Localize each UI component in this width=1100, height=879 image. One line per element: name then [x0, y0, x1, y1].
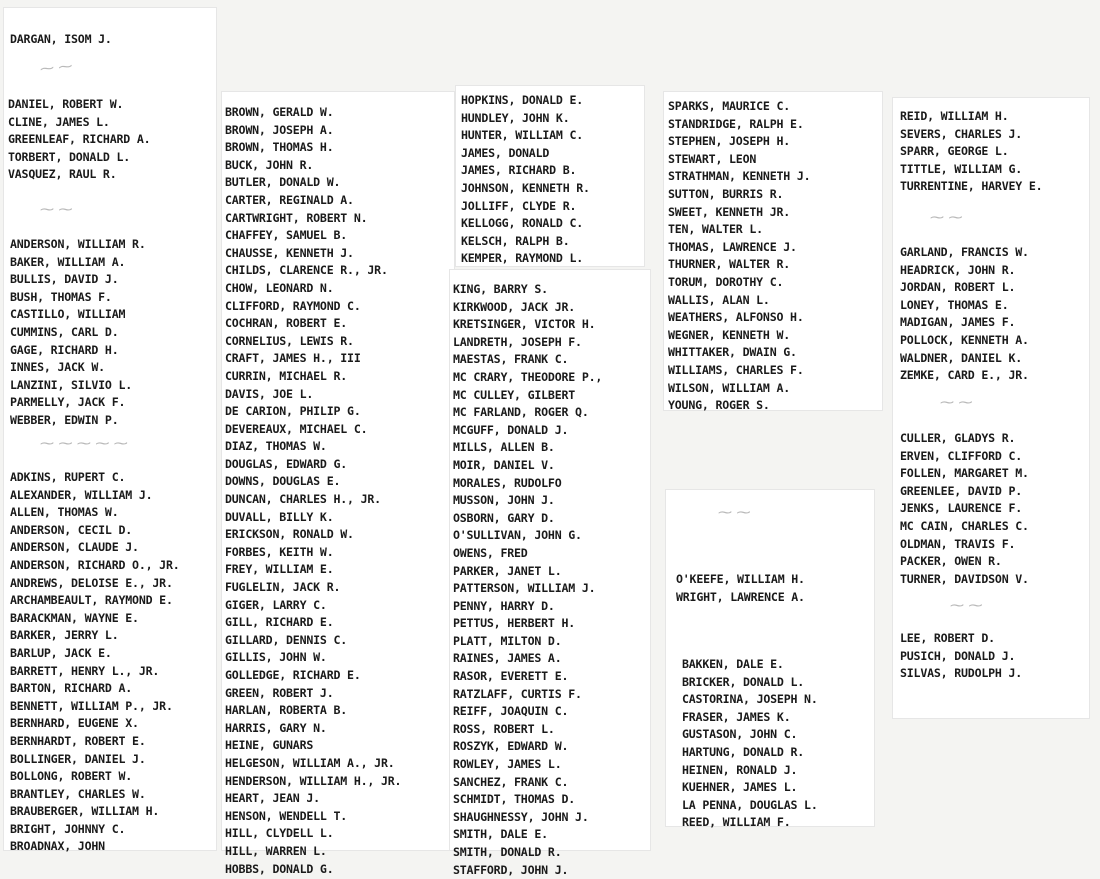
roster-name: CLINE, JAMES L.: [8, 114, 110, 129]
roster-name: PENNY, HARRY D.: [453, 598, 555, 613]
pencil-mark: ⁓ ⁓: [940, 395, 973, 411]
roster-name: BERNHARDT, ROBERT E.: [10, 733, 146, 748]
roster-name: YOUNG, ROGER S.: [668, 398, 770, 413]
roster-name: FORBES, KEITH W.: [225, 544, 334, 559]
roster-name: STRATHMAN, KENNETH J.: [668, 169, 811, 184]
roster-name: REID, WILLIAM H.: [900, 109, 1009, 123]
roster-name: HILL, WARREN L.: [225, 843, 327, 858]
roster-name: MOIR, DANIEL V.: [453, 457, 555, 472]
roster-name: BARLUP, JACK E.: [10, 645, 112, 660]
roster-name: BRIGHT, JOHNNY C.: [10, 821, 126, 836]
roster-name: CHAFFEY, SAMUEL B.: [225, 228, 348, 243]
roster-name: GAGE, RICHARD H.: [10, 342, 119, 357]
roster-name: BROWN, GERALD W.: [225, 105, 334, 119]
roster-name: HILL, CLYDELL L.: [225, 826, 334, 841]
roster-name: ALLEN, THOMAS W.: [10, 505, 119, 520]
roster-name: BROADNAX, JOHN: [10, 839, 105, 854]
roster-name: MC CULLEY, GILBERT: [453, 387, 576, 402]
roster-name: STAFFORD, JOHN J.: [453, 862, 569, 877]
roster-name: CHOW, LEONARD N.: [225, 280, 334, 295]
roster-name: MC CAIN, CHARLES C.: [900, 518, 1029, 533]
roster-name: REED, WILLIAM F.: [682, 815, 791, 830]
roster-name: CASTILLO, WILLIAM: [10, 307, 126, 322]
roster-name: RASOR, EVERETT E.: [453, 669, 569, 684]
roster-name: SEVERS, CHARLES J.: [900, 126, 1023, 141]
roster-name: BARTON, RICHARD A.: [10, 681, 133, 696]
roster-name: TURNER, DAVIDSON V.: [900, 571, 1029, 586]
roster-name: SPARR, GEORGE L.: [900, 144, 1009, 159]
roster-name: THURNER, WALTER R.: [668, 257, 791, 272]
pencil-mark: ⁓ ⁓: [718, 505, 751, 521]
roster-name: BENNETT, WILLIAM P., JR.: [10, 698, 173, 713]
roster-name: PETTUS, HERBERT H.: [453, 616, 576, 631]
roster-name: FRASER, JAMES K.: [682, 709, 791, 724]
column-4: [668, 274, 804, 415]
roster-name: HARLAN, ROBERTA B.: [225, 703, 348, 718]
roster-name: ANDERSON, WILLIAM R.: [10, 237, 146, 251]
roster-name: BULLIS, DAVID J.: [10, 272, 119, 287]
roster-name: LONEY, THOMAS E.: [900, 297, 1009, 312]
roster-name: ADKINS, RUPERT C.: [10, 470, 126, 484]
roster-name: DE CARION, PHILIP G.: [225, 404, 361, 419]
roster-name: BRICKER, DONALD L.: [682, 674, 805, 689]
roster-name: HENSON, WENDELL T.: [225, 808, 348, 823]
roster-name: BARRETT, HENRY L., JR.: [10, 663, 160, 678]
roster-name: KEMPER, RAYMOND L.: [461, 251, 584, 266]
roster-name: MCGUFF, DONALD J.: [453, 422, 569, 437]
roster-name: TEN, WALTER L.: [668, 222, 763, 237]
roster-name: HOBBS, DONALD G.: [225, 861, 334, 876]
roster-name: GIGER, LARRY C.: [225, 597, 327, 612]
roster-name: ANDERSON, RICHARD O., JR.: [10, 557, 180, 572]
roster-name: JORDAN, ROBERT L.: [900, 280, 1016, 295]
column-4: [668, 98, 810, 274]
roster-name: SWEET, KENNETH JR.: [668, 204, 791, 219]
roster-name: WALDNER, DANIEL K.: [900, 350, 1023, 365]
roster-name: KRETSINGER, VICTOR H.: [453, 317, 596, 332]
roster-name: STANDRIDGE, RALPH E.: [668, 116, 804, 131]
roster-name: WALLIS, ALAN L.: [668, 292, 770, 307]
roster-name: WHITTAKER, DWAIN G.: [668, 345, 797, 360]
roster-name: OSBORN, GARY D.: [453, 510, 555, 525]
roster-name: BARACKMAN, WAYNE E.: [10, 610, 139, 625]
roster-name: CASTORINA, JOSEPH N.: [682, 692, 818, 707]
roster-name: DAVIS, JOE L.: [225, 386, 314, 401]
roster-name: TURRENTINE, HARVEY E.: [900, 179, 1043, 194]
roster-name: GILLARD, DENNIS C.: [225, 632, 348, 647]
roster-name: CLIFFORD, RAYMOND C.: [225, 298, 361, 313]
roster-name: HARTUNG, DONALD R.: [682, 744, 805, 759]
roster-name: STEWART, LEON: [668, 151, 757, 166]
roster-name: SMITH, DONALD R.: [453, 845, 562, 859]
roster-name: GREENLEAF, RICHARD A.: [8, 132, 151, 147]
roster-name: SPARKS, MAURICE C.: [668, 99, 791, 113]
roster-name: BUTLER, DONALD W.: [225, 175, 341, 190]
roster-name: CARTWRIGHT, ROBERT N.: [225, 210, 368, 225]
column-1: [10, 469, 180, 856]
roster-name: SHAUGHNESSY, JOHN J.: [453, 809, 589, 824]
roster-name: HUNDLEY, JOHN K.: [461, 110, 570, 125]
column-5: [900, 630, 1022, 683]
header-block: [10, 31, 112, 49]
roster-name: HEADRICK, JOHN R.: [900, 262, 1016, 277]
roster-name: PATTERSON, WILLIAM J.: [453, 581, 596, 596]
roster-name: HEINEN, RONALD J.: [682, 762, 798, 777]
roster-name: BAKER, WILLIAM A.: [10, 254, 126, 269]
roster-name: CUMMINS, CARL D.: [10, 324, 119, 339]
column-1: [10, 236, 146, 430]
roster-name: MILLS, ALLEN B.: [453, 440, 555, 455]
roster-name: ANDERSON, CECIL D.: [10, 522, 133, 537]
roster-name: DUNCAN, CHARLES H., JR.: [225, 492, 381, 507]
roster-name: DOWNS, DOUGLAS E.: [225, 474, 341, 489]
roster-name: FOLLEN, MARGARET M.: [900, 466, 1029, 481]
roster-name: ALEXANDER, WILLIAM J.: [10, 487, 153, 502]
roster-name: PLATT, MILTON D.: [453, 633, 562, 648]
roster-name: STEPHEN, JOSEPH H.: [668, 134, 791, 149]
roster-name: MADIGAN, JAMES F.: [900, 315, 1016, 330]
roster-name: LANDRETH, JOSEPH F.: [453, 334, 582, 349]
roster-name: SMITH, DALE E.: [453, 827, 548, 842]
roster-name: WEGNER, KENNETH W.: [668, 327, 791, 342]
roster-name: MAESTAS, FRANK C.: [453, 352, 569, 367]
roster-name: LA PENNA, DOUGLAS L.: [682, 797, 818, 812]
roster-name: BAKKEN, DALE E.: [682, 657, 784, 671]
roster-name: JAMES, DONALD: [461, 145, 550, 160]
roster-name: OLDMAN, TRAVIS F.: [900, 536, 1016, 551]
roster-name: KUEHNER, JAMES L.: [682, 780, 798, 795]
roster-name: ROSS, ROBERT L.: [453, 721, 555, 736]
roster-name: ANDERSON, CLAUDE J.: [10, 540, 139, 555]
roster-name: WEATHERS, ALFONSO H.: [668, 310, 804, 325]
roster-name: SILVAS, RUDOLPH J.: [900, 666, 1023, 681]
roster-name: O'KEEFE, WILLIAM H.: [676, 572, 805, 586]
roster-name: JAMES, RICHARD B.: [461, 163, 577, 178]
pencil-mark: ⁓ ⁓: [39, 58, 74, 78]
roster-name: ERICKSON, RONALD W.: [225, 527, 354, 542]
roster-name: REIFF, JOAQUIN C.: [453, 704, 569, 719]
column-3: [461, 92, 590, 268]
roster-name: WILSON, WILLIAM A.: [668, 380, 791, 395]
roster-name: ARCHAMBEAULT, RAYMOND E.: [10, 593, 173, 608]
roster-name: BUSH, THOMAS F.: [10, 289, 112, 304]
roster-name: O'SULLIVAN, JOHN G.: [453, 528, 582, 543]
roster-name: TITTLE, WILLIAM G.: [900, 161, 1023, 176]
roster-name: HENDERSON, WILLIAM H., JR.: [225, 773, 402, 788]
roster-name: TORBERT, DONALD L.: [8, 149, 131, 164]
roster-name: CULLER, GLADYS R.: [900, 431, 1016, 445]
roster-name: BERNHARD, EUGENE X.: [10, 716, 139, 731]
column-4: [676, 571, 805, 606]
roster-name: WRIGHT, LAWRENCE A.: [676, 589, 805, 604]
column-5: [900, 108, 1042, 196]
roster-name: SUTTON, BURRIS R.: [668, 186, 784, 201]
roster-name: HELGESON, WILLIAM A., JR.: [225, 755, 395, 770]
roster-name: ZEMKE, CARD E., JR.: [900, 368, 1029, 383]
roster-name: CHILDS, CLARENCE R., JR.: [225, 263, 388, 278]
roster-name: TORUM, DOROTHY C.: [668, 275, 784, 289]
header-name: DARGAN, ISOM J.: [10, 32, 112, 46]
roster-name: ROSZYK, EDWARD W.: [453, 739, 569, 754]
roster-name: SANCHEZ, FRANK C.: [453, 774, 569, 789]
roster-name: RATZLAFF, CURTIS F.: [453, 686, 582, 701]
roster-name: MORALES, RUDOLFO: [453, 475, 562, 490]
roster-name: HEINE, GUNARS: [225, 738, 314, 753]
roster-name: PARKER, JANET L.: [453, 563, 562, 578]
roster-name: HOPKINS, DONALD E.: [461, 93, 584, 107]
roster-name: COCHRAN, ROBERT E.: [225, 316, 348, 331]
roster-name: BUCK, JOHN R.: [225, 157, 314, 172]
roster-name: THOMAS, LAWRENCE J.: [668, 239, 797, 254]
pencil-mark: ⁓ ⁓: [950, 598, 983, 614]
roster-name: GARLAND, FRANCIS W.: [900, 245, 1029, 259]
roster-name: DUVALL, BILLY K.: [225, 509, 334, 524]
roster-name: HEART, JEAN J.: [225, 791, 320, 806]
roster-name: BARKER, JERRY L.: [10, 628, 119, 643]
roster-name: OWENS, FRED: [453, 545, 528, 560]
roster-name: GOLLEDGE, RICHARD E.: [225, 668, 361, 682]
roster-name: CARTER, REGINALD A.: [225, 192, 354, 207]
roster-name: DIAZ, THOMAS W.: [225, 439, 327, 454]
roster-name: GREENLEE, DAVID P.: [900, 483, 1023, 498]
roster-name: LEE, ROBERT D.: [900, 631, 995, 645]
roster-name: BROWN, THOMAS H.: [225, 140, 334, 155]
roster-name: BRANTLEY, CHARLES W.: [10, 786, 146, 801]
roster-name: BRAUBERGER, WILLIAM H.: [10, 804, 160, 819]
roster-name: KING, BARRY S.: [453, 282, 548, 296]
roster-name: MC CRARY, THEODORE P.,: [453, 369, 603, 384]
roster-name: PUSICH, DONALD J.: [900, 648, 1016, 663]
roster-name: ANDREWS, DELOISE E., JR.: [10, 575, 173, 590]
roster-name: PARMELLY, JACK F.: [10, 395, 126, 410]
column-4: [682, 656, 818, 832]
roster-name: CRAFT, JAMES H., III: [225, 351, 361, 366]
roster-name: ERVEN, CLIFFORD C.: [900, 448, 1023, 463]
roster-name: CURRIN, MICHAEL R.: [225, 368, 348, 383]
roster-name: FREY, WILLIAM E.: [225, 562, 334, 577]
pencil-mark: ⁓ ⁓: [930, 210, 963, 226]
roster-name: HUNTER, WILLIAM C.: [461, 128, 584, 143]
roster-name: WEBBER, EDWIN P.: [10, 412, 119, 427]
roster-name: INNES, JACK W.: [10, 360, 105, 375]
roster-name: MUSSON, JOHN J.: [453, 493, 555, 508]
roster-name: DANIEL, ROBERT W.: [8, 97, 124, 111]
roster-name: VASQUEZ, RAUL R.: [8, 167, 117, 182]
roster-name: DEVEREAUX, MICHAEL C.: [225, 421, 368, 436]
roster-name: GILLIS, JOHN W.: [225, 650, 327, 665]
roster-name: KIRKWOOD, JACK JR.: [453, 299, 576, 314]
pencil-mark: ⁓ ⁓ ⁓ ⁓ ⁓: [40, 436, 128, 452]
column-2: [225, 104, 401, 878]
roster-name: JOHNSON, KENNETH R.: [461, 180, 590, 195]
roster-name: SCHMIDT, THOMAS D.: [453, 792, 576, 807]
roster-name: LANZINI, SILVIO L.: [10, 377, 133, 392]
roster-name: CORNELIUS, LEWIS R.: [225, 333, 354, 348]
roster-name: CHAUSSE, KENNETH J.: [225, 245, 354, 260]
roster-name: MC FARLAND, ROGER Q.: [453, 405, 589, 420]
roster-name: BROWN, JOSEPH A.: [225, 122, 334, 137]
roster-name: PACKER, OWEN R.: [900, 554, 1002, 569]
roster-name: GREEN, ROBERT J.: [225, 685, 334, 700]
pencil-mark: ⁓ ⁓: [40, 202, 73, 218]
roster-name: ROWLEY, JAMES L.: [453, 757, 562, 772]
roster-name: DOUGLAS, EDWARD G.: [225, 456, 348, 471]
roster-name: KELLOGG, RONALD C.: [461, 216, 584, 231]
column-1: [8, 96, 150, 184]
roster-name: WILLIAMS, CHARLES F.: [668, 362, 804, 377]
roster-name: KELSCH, RALPH B.: [461, 233, 570, 248]
roster-name: JOLLIFF, CLYDE R.: [461, 198, 577, 213]
column-5: [900, 430, 1029, 588]
column-5: [900, 244, 1029, 385]
roster-name: RAINES, JAMES A.: [453, 651, 562, 666]
roster-name: GUSTASON, JOHN C.: [682, 727, 798, 742]
roster-name: FUGLELIN, JACK R.: [225, 580, 341, 595]
roster-name: HARRIS, GARY N.: [225, 720, 327, 735]
roster-name: JENKS, LAURENCE F.: [900, 501, 1023, 516]
roster-name: BOLLONG, ROBERT W.: [10, 769, 133, 784]
roster-name: POLLOCK, KENNETH A.: [900, 332, 1029, 347]
column-3: [453, 281, 602, 879]
roster-name: GILL, RICHARD E.: [225, 615, 334, 630]
roster-name: BOLLINGER, DANIEL J.: [10, 751, 146, 766]
